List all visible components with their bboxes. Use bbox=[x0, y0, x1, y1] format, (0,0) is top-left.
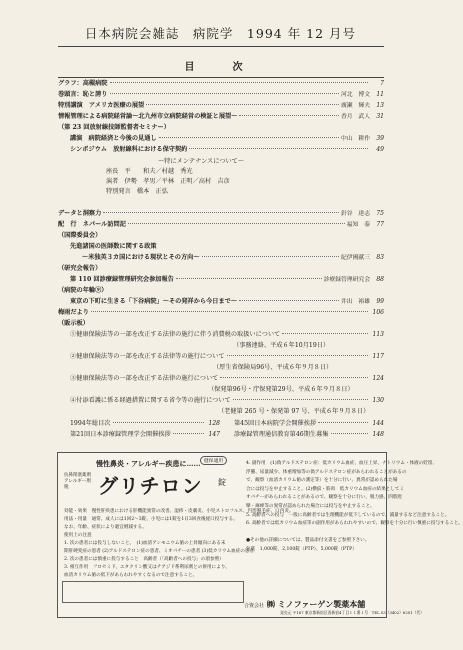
toc-entry-title: 先進諸国の医師数に関する政策 bbox=[70, 243, 157, 250]
ad-text-line: オパチーがあらわれることがあるので、観察を十分に行い、脱力感、四肢痙 bbox=[246, 495, 403, 501]
ad-tagline: 慢性鼻炎・アレルギー疾患に…… bbox=[96, 459, 201, 468]
toc-leader-dots bbox=[91, 311, 368, 312]
toc-entry[interactable] bbox=[58, 113, 384, 121]
ad-product-class: 抗鼻閉塞薬剤 アレルギー剤脱 bbox=[64, 473, 91, 490]
toc-entry-title: ～米独英３カ国における現状とその方向～ bbox=[82, 254, 200, 261]
ad-text-line: 3. 相互作用 フロセミド、エタクリン酸又はチアジド系利尿剤との併用により、 bbox=[64, 565, 231, 570]
toc-sub-line: 座長 平 和夫／村越 秀光 bbox=[106, 168, 193, 175]
ad-text-line: 使用上の注意 bbox=[64, 533, 92, 538]
toc-entry-title: 特別講演 アメリカ医療の展望 bbox=[58, 102, 145, 109]
toc-leader-dots bbox=[331, 433, 369, 434]
toc-sub-line: （老健第 265 号・保発第 97 号、平成６年９月８日） bbox=[218, 408, 370, 415]
toc-entry-title: ③健康保険法等の一部を改正する法律の施行について bbox=[70, 375, 219, 382]
toc-entry[interactable] bbox=[58, 102, 384, 110]
toc-entry-author: 中山 耕作 bbox=[341, 136, 370, 142]
toc-entry[interactable] bbox=[58, 124, 384, 132]
ad-insurance-seal: 健保適用 bbox=[200, 456, 227, 465]
toc-entry-title: （研究会報告） bbox=[58, 265, 102, 272]
toc-entry[interactable] bbox=[234, 431, 384, 439]
toc-leader-dots bbox=[227, 355, 368, 356]
ad-text-line: 包装 1,000錠、2,100錠（PTP）、5,000錠（PTP） bbox=[246, 547, 357, 552]
journal-title: 日本病院会雑誌 病院学 1994 年 12 月号 bbox=[84, 26, 357, 41]
toc-entry[interactable] bbox=[70, 353, 384, 361]
ad-text-line: なお、年齢、症状により適宜増減する。 bbox=[64, 525, 147, 530]
ad-text-line: 攣・麻痺等の異常が認められた場合には投与を中止すること。 bbox=[246, 504, 375, 509]
toc-entry[interactable] bbox=[58, 309, 384, 317]
toc-entry-title: （病院の年輪⑨） bbox=[58, 287, 108, 294]
toc-entry-title: 1994年総目次 bbox=[70, 420, 111, 427]
toc-leader-dots bbox=[103, 212, 339, 213]
toc-entry-page: 7 bbox=[380, 80, 384, 87]
toc-entry-author: 井出 裕雄 bbox=[341, 299, 370, 305]
ad-text-line: 血清カリウム値の低下があらわれやすくなるので注意すること。 bbox=[64, 573, 198, 578]
toc-leader-dots bbox=[282, 333, 368, 334]
toc-entry-page: 11 bbox=[376, 91, 384, 98]
toc-leader-dots bbox=[159, 137, 339, 138]
toc-entry[interactable] bbox=[58, 265, 384, 273]
toc-entry[interactable] bbox=[58, 80, 384, 88]
toc-leader-dots bbox=[110, 82, 369, 83]
ad-text-line: 6. 高齢者では低カリウム血症等の副作用があらわれやすいので、観察を十分に行い慎重に投与すること。 bbox=[246, 521, 463, 527]
ad-text-line: 合には投与を中止すること。(2)横紋・筋肉 低カリウム血症の結果としてミ bbox=[246, 486, 405, 492]
toc-entry[interactable] bbox=[70, 298, 384, 306]
toc-entry-page: 113 bbox=[372, 331, 384, 338]
toc-entry[interactable] bbox=[58, 221, 384, 229]
toc-entry[interactable] bbox=[70, 431, 220, 439]
toc-entry-title: ①健康保険法等の一部を改正する法律の施行に伴う消費税の取扱いについて bbox=[70, 331, 281, 338]
toc-entry-author: 河北 博文 bbox=[341, 92, 370, 98]
toc-entry-page: 124 bbox=[372, 375, 384, 382]
toc-leader-dots bbox=[239, 115, 339, 116]
toc-leader-dots bbox=[176, 278, 322, 279]
toc-entry-title: 第21回日本診療録管理学会開催挨拶 bbox=[70, 431, 171, 438]
toc-sub-line: ～特にメンテナンスについて～ bbox=[158, 158, 245, 165]
toc-entry-page: 106 bbox=[372, 309, 384, 316]
toc-entry[interactable] bbox=[70, 397, 384, 405]
toc-entry-title: 東京の下町に生きる「下谷病院」～その発祥から今日まで～ bbox=[70, 298, 238, 305]
toc-entry[interactable] bbox=[58, 287, 384, 295]
ad-text-line: ●その他の詳細については、製品添付文書をご参照下さい。 bbox=[246, 538, 370, 544]
ad-address: 発売元 〒167 東京都新宿区西新宿4丁目１１番１号 TEL 03（3402）6201（代） bbox=[280, 610, 424, 615]
toc-entry[interactable] bbox=[70, 331, 384, 339]
toc-entry-title: 配 行 ネパール訪問記 bbox=[58, 221, 126, 228]
toc-leader-dots bbox=[113, 422, 205, 423]
toc-entry-title: （国際委員会） bbox=[58, 232, 102, 239]
toc-sub-line: （厚生省保険局96号、平成６年９月８日） bbox=[213, 364, 333, 371]
toc-leader-dots bbox=[128, 223, 345, 224]
toc-leader-dots bbox=[318, 422, 368, 423]
toc-entry[interactable] bbox=[58, 232, 384, 240]
toc-entry-page: 77 bbox=[376, 221, 384, 228]
ad-text-line: 5. 高齢者への投与 一般に高齢者では生理機能が低下しているので、減量するなど注意すること。 bbox=[246, 512, 450, 518]
toc-entry-page: 13 bbox=[376, 102, 384, 109]
ad-text-line: 効能・効果 慢性肝疾患における肝機能異常の改善、湿疹・皮膚炎、小児ストロフルス、円形脱毛症、口内炎。 bbox=[64, 509, 294, 514]
toc-entry-title: 情報管理による病院経営論～北九州市立病院経営の検証と展望～ bbox=[58, 113, 238, 120]
toc-entry-page: 88 bbox=[376, 276, 384, 283]
toc-entry-page: 144 bbox=[372, 420, 384, 427]
toc-entry-page: 128 bbox=[208, 420, 220, 427]
toc-sub-line: 演者 伊勢 孝男／平林 正明／高村 吉彦 bbox=[106, 178, 230, 185]
toc-leader-dots bbox=[220, 377, 368, 378]
toc-entry-title: （販示板） bbox=[58, 320, 89, 327]
ad-text-line: 浮腫、尿量減少、体重増加等の偽アルドステロン症があらわれることがあるの bbox=[246, 469, 407, 475]
toc-entry-page: 117 bbox=[372, 353, 384, 360]
toc-entry-title: ②健康保険法等の一部を改正する法律等の施行について bbox=[70, 353, 225, 360]
toc-entry-author: 針谷 達志 bbox=[341, 211, 370, 217]
toc-entry-title: データと洞察力 bbox=[58, 210, 102, 217]
toc-leader-dots bbox=[146, 104, 339, 105]
toc-entry[interactable] bbox=[58, 320, 384, 328]
toc-entry-title: （第 23 回放射線技師監督者セミナー） bbox=[58, 124, 170, 131]
ad-brand-suffix: 錠 bbox=[218, 478, 226, 487]
toc-leader-dots bbox=[202, 256, 339, 257]
toc-leader-dots bbox=[233, 399, 368, 400]
ad-text-line: で、観察（血清カリウム値の測定等）を十分に行い、異常が認められた場 bbox=[246, 478, 398, 484]
toc-entry-page: 83 bbox=[376, 254, 384, 261]
ad-company bbox=[244, 599, 365, 610]
toc-leader-dots bbox=[239, 300, 339, 301]
toc-sub-line: 特別発言 橋本 正弘 bbox=[106, 188, 168, 195]
toc-entry-page: 49 bbox=[376, 146, 384, 153]
ad-text-line: 1. 次の患者には投与しないこと。 (1)血清アンモニウム値の上昇傾向にある末 bbox=[64, 541, 226, 546]
toc-entry[interactable] bbox=[82, 254, 384, 262]
toc-entry-page: 148 bbox=[372, 431, 384, 438]
toc-entry-title: 講演 病院経済と今後の見通し bbox=[70, 135, 157, 142]
toc-entry-title: ④付添看護に係る経過措置に関する省令等の施行について bbox=[70, 397, 231, 404]
toc-sub-line: （保発第96号・庁保発第29号、平成６年９月８日） bbox=[208, 386, 354, 393]
ad-text-line: 4. 副作用 (1)偽アルドステロン症：低カリウム血症、血圧上昇、ナトリウム・体液の貯留、 bbox=[246, 461, 438, 466]
toc-entry-title: グラフ：高槻病院 bbox=[58, 80, 108, 87]
toc-entry-page: 147 bbox=[208, 431, 220, 438]
toc-entry[interactable] bbox=[70, 243, 384, 251]
toc-leader-dots bbox=[173, 433, 204, 434]
toc-leader-dots bbox=[189, 148, 368, 149]
toc-entry-author: 診療録管理研究会 bbox=[323, 277, 370, 283]
toc-entry-author: 福知 泰 bbox=[346, 222, 370, 228]
toc-entry-author: 香月 武人 bbox=[341, 114, 370, 120]
toc-entry[interactable] bbox=[58, 210, 384, 218]
toc-entry[interactable] bbox=[70, 276, 384, 284]
contents-heading: 目 次 bbox=[184, 62, 257, 73]
toc-entry-title: 梅雨だより bbox=[58, 309, 89, 316]
ad-brand-name: グリチロン bbox=[98, 474, 203, 498]
toc-entry-page: 75 bbox=[376, 210, 384, 217]
toc-entry-page: 130 bbox=[372, 397, 384, 404]
toc-entry-title: 第 110 回診療録管理研究会参加報告 bbox=[70, 276, 174, 283]
toc-entry-page: 31 bbox=[376, 113, 384, 120]
toc-entry-author: 廣瀬 輝夫 bbox=[341, 103, 370, 109]
ad-warning-box bbox=[62, 581, 244, 603]
toc-entry[interactable] bbox=[234, 420, 384, 428]
toc-entry[interactable] bbox=[58, 91, 384, 99]
toc-entry-title: 診療録管理通信教育第46期生募集 bbox=[234, 431, 329, 438]
toc-sub-line: （事務連絡、平成６年10月19日） bbox=[233, 342, 330, 349]
toc-entry-title: 巻頭言：恥と誇り bbox=[58, 91, 108, 98]
toc-leader-dots bbox=[110, 93, 340, 94]
toc-entry[interactable] bbox=[70, 375, 384, 383]
contents-rule bbox=[58, 77, 384, 78]
toc-entry[interactable] bbox=[70, 420, 220, 428]
toc-entry[interactable] bbox=[70, 146, 384, 154]
toc-entry-title: 第45回日本病院学会開催挨拶 bbox=[234, 420, 317, 427]
toc-entry-page: 39 bbox=[376, 135, 384, 142]
title-rule bbox=[58, 46, 384, 47]
toc-entry[interactable] bbox=[70, 135, 384, 143]
toc-entry-title: シンポジウム 放射線科における保守契約 bbox=[70, 146, 188, 153]
drug-advertisement bbox=[57, 452, 463, 618]
ad-text-line: 2. 次の患者には慎重に投与すること 高齢者（「高齢者への投与」の項参照） bbox=[64, 557, 224, 562]
ad-text-line: 期肝硬変症の患者 (2)アルドステロン症の患者、ミオパチーの患者 (3)低カリウム血症の患者 bbox=[64, 549, 255, 554]
ad-company-prefix: 合資会社 bbox=[244, 603, 265, 609]
ad-company-name: ㈱ ミノファーゲン製薬本舗 bbox=[266, 599, 366, 609]
ad-text-line: 用法・用量 通常、成人には1回2〜3錠、小児には1錠を1日3回食後経口投与する。 bbox=[64, 517, 238, 522]
toc-entry-page: 99 bbox=[376, 298, 384, 305]
toc-entry-author: 紀伊國献三 bbox=[341, 255, 370, 261]
